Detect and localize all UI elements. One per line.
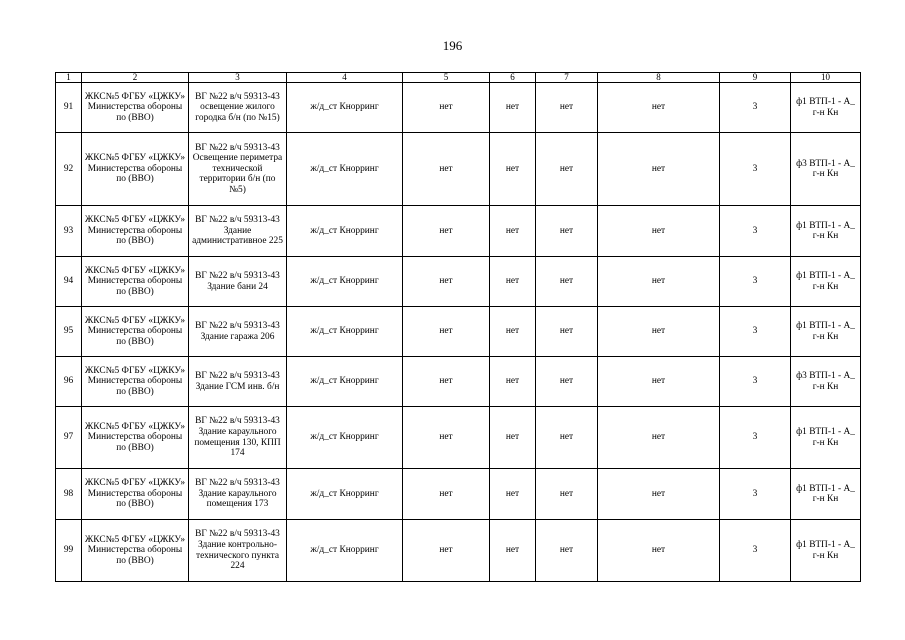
value-cell: нет [598, 83, 720, 133]
value-cell: нет [598, 133, 720, 206]
owner-cell: ЖКС№5 ФГБУ «ЦЖКУ» Министерства обороны по (ВВО) [82, 83, 189, 133]
value-cell: нет [598, 357, 720, 407]
category-cell: 3 [720, 469, 791, 520]
feeder-cell: ф1 ВТП-1 - А_ г-н Кн [791, 257, 861, 307]
table-row [56, 133, 861, 206]
value-cell: нет [403, 257, 490, 307]
feeder-cell: ф1 ВТП-1 - А_ г-н Кн [791, 469, 861, 520]
category-cell: 3 [720, 307, 791, 357]
feeder-cell: ф1 ВТП-1 - А_ г-н Кн [791, 83, 861, 133]
value-cell: нет [490, 257, 536, 307]
category-cell: 3 [720, 407, 791, 469]
object-cell: ВГ №22 в/ч 59313-43 Здание контрольно-технического пункта 224 [189, 520, 287, 582]
object-cell: ВГ №22 в/ч 59313-43 Освещение периметра технической территории б/н (по №5) [189, 133, 287, 206]
value-cell: нет [536, 133, 598, 206]
column-header: 1 [56, 73, 82, 83]
location-cell: ж/д_ст Кнорринг [287, 83, 403, 133]
column-header: 9 [720, 73, 791, 83]
category-cell: 3 [720, 357, 791, 407]
feeder-cell: ф3 ВТП-1 - А_ г-н Кн [791, 133, 861, 206]
value-cell: нет [403, 133, 490, 206]
owner-cell: ЖКС№5 ФГБУ «ЦЖКУ» Министерства обороны по (ВВО) [82, 469, 189, 520]
category-cell: 3 [720, 133, 791, 206]
value-cell: нет [536, 307, 598, 357]
value-cell: нет [490, 307, 536, 357]
location-cell: ж/д_ст Кнорринг [287, 357, 403, 407]
value-cell: нет [403, 357, 490, 407]
table-row [56, 257, 861, 307]
location-cell: ж/д_ст Кнорринг [287, 469, 403, 520]
table-row [56, 407, 861, 469]
owner-cell: ЖКС№5 ФГБУ «ЦЖКУ» Министерства обороны по (ВВО) [82, 206, 189, 257]
row-number: 97 [56, 407, 82, 469]
value-cell: нет [403, 83, 490, 133]
value-cell: нет [536, 520, 598, 582]
header-row [56, 73, 861, 83]
row-number: 99 [56, 520, 82, 582]
owner-cell: ЖКС№5 ФГБУ «ЦЖКУ» Министерства обороны по (ВВО) [82, 520, 189, 582]
owner-cell: ЖКС№5 ФГБУ «ЦЖКУ» Министерства обороны по (ВВО) [82, 133, 189, 206]
value-cell: нет [536, 407, 598, 469]
value-cell: нет [536, 357, 598, 407]
category-cell: 3 [720, 206, 791, 257]
row-number: 91 [56, 83, 82, 133]
value-cell: нет [490, 407, 536, 469]
table-row [56, 520, 861, 582]
column-header: 6 [490, 73, 536, 83]
category-cell: 3 [720, 257, 791, 307]
feeder-cell: ф3 ВТП-1 - А_ г-н Кн [791, 357, 861, 407]
column-header: 8 [598, 73, 720, 83]
owner-cell: ЖКС№5 ФГБУ «ЦЖКУ» Министерства обороны по (ВВО) [82, 407, 189, 469]
value-cell: нет [536, 83, 598, 133]
row-number: 95 [56, 307, 82, 357]
column-header: 3 [189, 73, 287, 83]
value-cell: нет [490, 206, 536, 257]
table-row [56, 307, 861, 357]
feeder-cell: ф1 ВТП-1 - А_ г-н Кн [791, 206, 861, 257]
value-cell: нет [490, 133, 536, 206]
feeder-cell: ф1 ВТП-1 - А_ г-н Кн [791, 407, 861, 469]
location-cell: ж/д_ст Кнорринг [287, 206, 403, 257]
object-cell: ВГ №22 в/ч 59313-43 Здание гаража 206 [189, 307, 287, 357]
object-cell: ВГ №22 в/ч 59313-43 Здание караульного помещения 130, КПП 174 [189, 407, 287, 469]
page-number: 196 [442, 38, 463, 53]
table-row [56, 357, 861, 407]
column-header: 5 [403, 73, 490, 83]
row-number: 94 [56, 257, 82, 307]
feeder-cell: ф1 ВТП-1 - А_ г-н Кн [791, 307, 861, 357]
value-cell: нет [598, 206, 720, 257]
column-header: 10 [791, 73, 861, 83]
location-cell: ж/д_ст Кнорринг [287, 520, 403, 582]
column-header: 2 [82, 73, 189, 83]
value-cell: нет [490, 469, 536, 520]
value-cell: нет [536, 469, 598, 520]
value-cell: нет [490, 520, 536, 582]
object-cell: ВГ №22 в/ч 59313-43 Здание караульного помещения 173 [189, 469, 287, 520]
object-cell: ВГ №22 в/ч 59313-43 Здание ГСМ инв. б/н [189, 357, 287, 407]
owner-cell: ЖКС№5 ФГБУ «ЦЖКУ» Министерства обороны по (ВВО) [82, 307, 189, 357]
row-number: 92 [56, 133, 82, 206]
value-cell: нет [598, 307, 720, 357]
location-cell: ж/д_ст Кнорринг [287, 257, 403, 307]
object-cell: ВГ №22 в/ч 59313-43 Здание бани 24 [189, 257, 287, 307]
owner-cell: ЖКС№5 ФГБУ «ЦЖКУ» Министерства обороны по (ВВО) [82, 257, 189, 307]
column-header: 7 [536, 73, 598, 83]
table-row [56, 206, 861, 257]
row-number: 96 [56, 357, 82, 407]
value-cell: нет [598, 469, 720, 520]
value-cell: нет [403, 520, 490, 582]
value-cell: нет [490, 357, 536, 407]
location-cell: ж/д_ст Кнорринг [287, 133, 403, 206]
value-cell: нет [598, 407, 720, 469]
value-cell: нет [490, 83, 536, 133]
value-cell: нет [403, 206, 490, 257]
category-cell: 3 [720, 83, 791, 133]
value-cell: нет [598, 257, 720, 307]
value-cell: нет [536, 257, 598, 307]
column-header: 4 [287, 73, 403, 83]
owner-cell: ЖКС№5 ФГБУ «ЦЖКУ» Министерства обороны по (ВВО) [82, 357, 189, 407]
value-cell: нет [403, 307, 490, 357]
row-number: 98 [56, 469, 82, 520]
feeder-cell: ф1 ВТП-1 - А_ г-н Кн [791, 520, 861, 582]
row-number: 93 [56, 206, 82, 257]
registry-table [55, 72, 861, 582]
table-row [56, 469, 861, 520]
object-cell: ВГ №22 в/ч 59313-43 освещение жилого городка б/н (по №15) [189, 83, 287, 133]
value-cell: нет [403, 469, 490, 520]
object-cell: ВГ №22 в/ч 59313-43 Здание административное 225 [189, 206, 287, 257]
value-cell: нет [536, 206, 598, 257]
value-cell: нет [403, 407, 490, 469]
table-row [56, 83, 861, 133]
location-cell: ж/д_ст Кнорринг [287, 407, 403, 469]
value-cell: нет [598, 520, 720, 582]
category-cell: 3 [720, 520, 791, 582]
location-cell: ж/д_ст Кнорринг [287, 307, 403, 357]
